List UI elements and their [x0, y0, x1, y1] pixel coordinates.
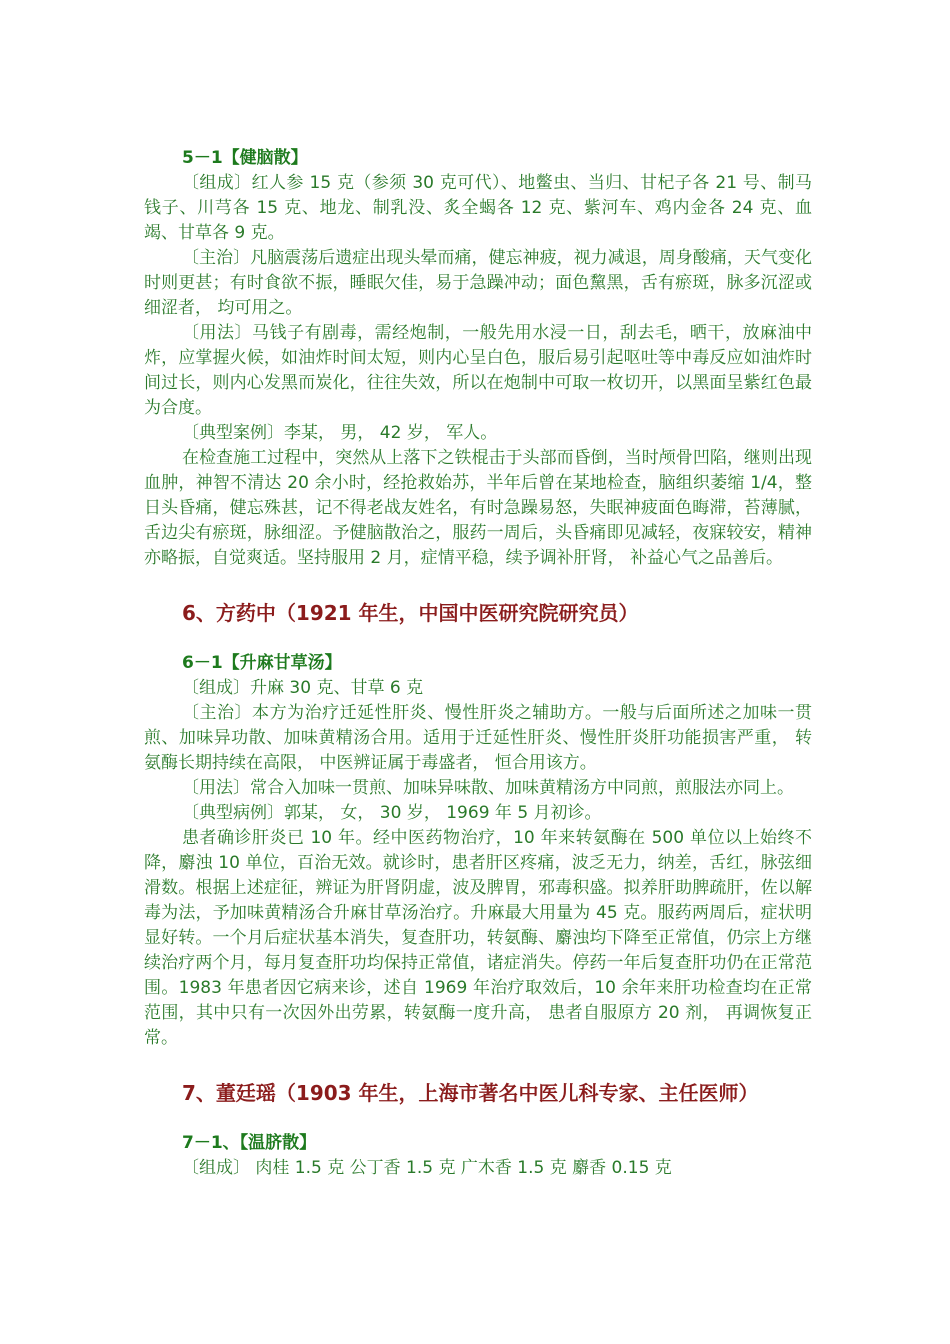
composition-paragraph: 〔组成〕升麻 30 克、甘草 6 克: [182, 678, 424, 698]
indication-paragraph: 〔主治〕凡脑震荡后遗症出现头晕而痛，健忘神疲，视力减退，周身酸痛，天气变化时则更甚；有时食欲不振，睡眠欠佳，易于急躁冲动；面色黧黑，舌有瘀斑，脉多沉涩或细涩者， 均可用之。: [144, 248, 812, 318]
usage-paragraph: 〔用法〕常合入加味一贯煎、加味异味散、加味黄精汤方中同煎，煎服法亦同上。: [182, 778, 794, 798]
section-heading-6: 6、方药中（1921 年生，中国中医研究院研究员）: [182, 601, 639, 625]
case-body-paragraph: 患者确诊肝炎已 10 年。经中医药物治疗，10 年来转氨酶在 500 单位以上始终不降，麝浊 10 单位，百治无效。就诊时，患者肝区疼痛，波乏无力，纳差，舌红，脉弦细滑数。根据上述症征，辨证为肝肾阴虚，波及脾胃，邪毒积盛。拟养肝助脾疏肝，佐以解毒为法，予加味黄精汤合升麻甘草汤治疗。升麻最大用量为 45 克。服药两周后，症状明显好转。一个月后症状基本消失，复查肝功，转氨酶、麝浊均下降至正常值，仍宗上方继续治疗两个月，每月复查肝功均保持正常值，诸症消失。停药一年后复查肝功仍在正常范围。1983 年患者因它病来诊，述自 1969 年治疗取效后，10 余年来肝功检查均在正常范围，其中只有一次因外出劳累，转氨酶一度升高， 患者自服原方 20 剂， 再调恢复正常。: [144, 828, 812, 1048]
section-heading-7: 7、董廷瑶（1903 年生，上海市著名中医儿科专家、主任医师）: [182, 1081, 759, 1105]
formula-title-5-1: 5－1【健脑散】: [182, 148, 308, 168]
case-header-paragraph: 〔典型案例〕李某， 男， 42 岁， 军人。: [182, 423, 498, 443]
case-header-paragraph: 〔典型病例〕郭某， 女， 30 岁， 1969 年 5 月初诊。: [182, 803, 602, 823]
usage-paragraph: 〔用法〕马钱子有剧毒，需经炮制，一般先用水浸一日，刮去毛，晒干，放麻油中炸，应掌握火候，如油炸时间太短，则内心呈白色，服后易引起呕吐等中毒反应如油炸时间过长，则内心发黑而炭化，往往失效，所以在炮制中可取一枚切开，以黑面呈紫红色最为合度。: [144, 323, 812, 418]
composition-paragraph: 〔组成〕红人参 15 克（参须 30 克可代）、地鳖虫、当归、甘杞子各 21 号、制马钱子、川芎各 15 克、地龙、制乳没、炙全蝎各 12 克、紫河车、鸡内金各 24 克、血竭、甘草各 9 克。: [144, 173, 812, 243]
indication-paragraph: 〔主治〕本方为治疗迁延性肝炎、慢性肝炎之辅助方。一般与后面所述之加味一贯煎、加味异功散、加味黄精汤合用。适用于迁延性肝炎、慢性肝炎肝功能损害严重， 转氨酶长期持续在高限， 中医辨证属于毒盛者， 恒合用该方。: [144, 703, 812, 773]
formula-title-6-1: 6－1【升麻甘草汤】: [182, 653, 342, 673]
composition-paragraph: 〔组成〕 肉桂 1.5 克 公丁香 1.5 克 广木香 1.5 克 麝香 0.15 克: [182, 1158, 672, 1178]
document-body: [144, 146, 812, 1181]
formula-title-7-1: 7－1、【温脐散】: [182, 1133, 317, 1153]
case-body-paragraph: 在检查施工过程中，突然从上落下之铁棍击于头部而昏倒，当时颅骨凹陷，继则出现血肿，神智不清达 20 余小时，经抢救始苏，半年后曾在某地检查，脑组织萎缩 1/4，整日头昏痛，健忘殊甚，记不得老战友姓名，有时急躁易怒，失眠神疲面色晦滞，苔薄腻，舌边尖有瘀斑，脉细涩。予健脑散治之，服药一周后，头昏痛即见减轻，夜寐较安，精神亦略振，自觉爽适。坚持服用 2 月，症情平稳，续予调补肝肾， 补益心气之品善后。: [144, 448, 812, 568]
